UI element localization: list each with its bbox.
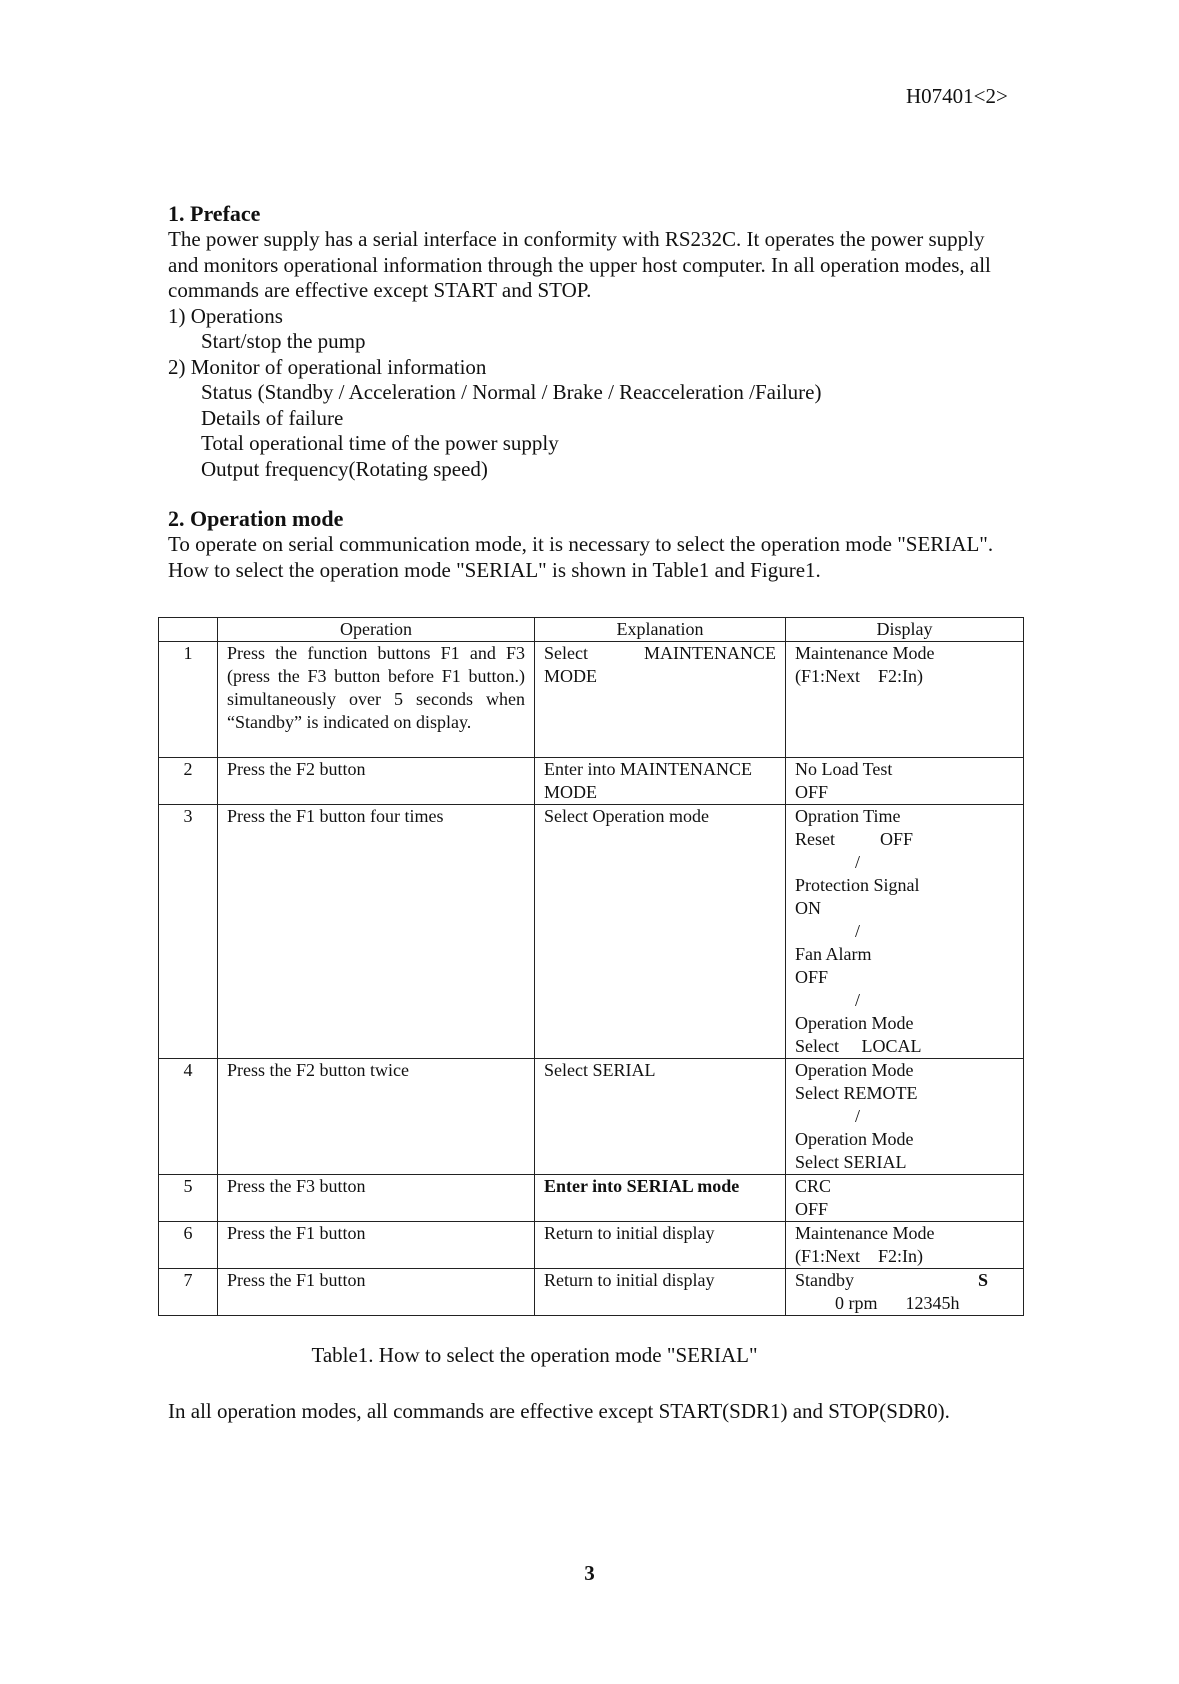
row-explanation: Select SERIAL xyxy=(535,1059,786,1175)
table-row xyxy=(159,758,1024,805)
row-operation: Press the F2 button twice xyxy=(218,1059,535,1175)
monitor-subitem-frequency: Output frequency(Rotating speed) xyxy=(201,456,488,481)
row-operation: Press the F1 button four times xyxy=(218,805,535,1059)
table-row xyxy=(159,1175,1024,1222)
display-line: OFF xyxy=(795,1199,829,1219)
row-number: 6 xyxy=(159,1222,218,1269)
display-line: Operation Mode xyxy=(795,1013,914,1033)
row-explanation: Select MAINTENANCE MODE xyxy=(535,642,786,758)
display-line: (F1:Next F2:In) xyxy=(795,666,923,686)
display-status-flag: S xyxy=(977,1270,988,1290)
row-number: 7 xyxy=(159,1269,218,1316)
display-line: No Load Test xyxy=(795,759,893,779)
display-line: Operation Mode xyxy=(795,1060,914,1080)
monitor-subitem-time: Total operational time of the power supply xyxy=(201,431,559,455)
row-operation: Press the F2 button xyxy=(218,758,535,805)
row-display xyxy=(786,805,1024,1059)
row-number: 4 xyxy=(159,1059,218,1175)
display-line: Maintenance Mode xyxy=(795,643,935,663)
display-line: Fan Alarm xyxy=(795,944,872,964)
preface-paragraph: The power supply has a serial interface in conformity with RS232C. It operates the power supply and monitors operational information through the upper host computer. In all operation modes, all commands are effective except START and STOP. xyxy=(168,227,991,302)
row-explanation: Return to initial display xyxy=(535,1269,786,1316)
row-explanation: Enter into MAINTENANCE MODE xyxy=(535,758,786,805)
display-status-line xyxy=(795,1269,1014,1292)
display-line: Maintenance Mode xyxy=(795,1223,935,1243)
display-line: Protection Signal xyxy=(795,875,920,895)
display-separator: / xyxy=(855,852,861,872)
row-number: 3 xyxy=(159,805,218,1059)
row-explanation: Return to initial display xyxy=(535,1222,786,1269)
operations-subitem: Start/stop the pump xyxy=(201,329,366,353)
row-display xyxy=(786,1269,1024,1316)
display-line: ON xyxy=(795,898,821,918)
preface-heading: 1. Preface xyxy=(168,201,261,226)
row-operation: Press the F3 button xyxy=(218,1175,535,1222)
display-separator: / xyxy=(855,990,861,1010)
operations-item: 1) Operations xyxy=(168,303,283,328)
row-display xyxy=(786,1175,1024,1222)
display-line: Select SERIAL xyxy=(795,1152,907,1172)
display-line: Select LOCAL xyxy=(795,1036,922,1056)
row-explanation: Select Operation mode xyxy=(535,805,786,1059)
row-operation: Press the F1 button xyxy=(218,1222,535,1269)
row-number: 5 xyxy=(159,1175,218,1222)
display-speed: 0 rpm xyxy=(835,1293,878,1313)
header-num xyxy=(159,618,218,642)
row-explanation: Enter into SERIAL mode xyxy=(535,1175,786,1222)
row-number: 2 xyxy=(159,758,218,805)
row-display xyxy=(786,1059,1024,1175)
display-line: OFF xyxy=(795,967,829,987)
row-operation: Press the function buttons F1 and F3 (press the F3 button before F1 button.) simultaneously over 5 seconds when “Standby” is indicated on display. xyxy=(218,642,535,758)
page-body xyxy=(168,200,1018,583)
serial-mode-table xyxy=(158,617,1024,1316)
table-row xyxy=(159,1222,1024,1269)
display-line: (F1:Next F2:In) xyxy=(795,1246,923,1266)
row-display xyxy=(786,1222,1024,1269)
row-display xyxy=(786,642,1024,758)
table-caption-text: Table1. How to select the operation mode "SERIAL" xyxy=(311,1343,758,1367)
display-line: Opration Time xyxy=(795,806,901,826)
display-speed-line xyxy=(795,1292,1014,1315)
display-line: CRC xyxy=(795,1176,832,1196)
row-display xyxy=(786,758,1024,805)
row-operation: Press the F1 button xyxy=(218,1269,535,1316)
page-number: 3 xyxy=(584,1561,595,1585)
monitor-subitem-status: Status (Standby / Acceleration / Normal / Brake / Reacceleration /Failure) xyxy=(201,380,822,404)
commands-note: In all operation modes, all commands are effective except START(SDR1) and STOP(SDR0). xyxy=(168,1399,950,1423)
operation-mode-heading: 2. Operation mode xyxy=(168,506,344,531)
display-line: Reset OFF xyxy=(795,829,914,849)
header-display: Display xyxy=(786,618,1024,642)
table-row xyxy=(159,642,1024,758)
display-separator: / xyxy=(855,1106,861,1126)
table-row xyxy=(159,805,1024,1059)
table-row xyxy=(159,1059,1024,1175)
document-id: H07401<2> xyxy=(906,84,1008,108)
display-separator: / xyxy=(855,921,861,941)
monitor-subitem-failure: Details of failure xyxy=(201,405,344,430)
display-status: Standby xyxy=(795,1270,855,1290)
header-operation: Operation xyxy=(218,618,535,642)
display-hours: 12345h xyxy=(905,1293,960,1313)
table-caption xyxy=(0,1343,1179,1368)
operation-mode-paragraph: To operate on serial communication mode, it is necessary to select the operation mode "SERIAL". How to select the operation mode "SERIAL" is shown in Table1 and Figure1. xyxy=(168,532,994,582)
table-header-row xyxy=(159,618,1024,642)
display-line: Operation Mode xyxy=(795,1129,914,1149)
header-explanation: Explanation xyxy=(535,618,786,642)
table-row xyxy=(159,1269,1024,1316)
monitor-item: 2) Monitor of operational information xyxy=(168,354,487,379)
row-number: 1 xyxy=(159,642,218,758)
display-line: Select REMOTE xyxy=(795,1083,918,1103)
display-line: OFF xyxy=(795,782,829,802)
